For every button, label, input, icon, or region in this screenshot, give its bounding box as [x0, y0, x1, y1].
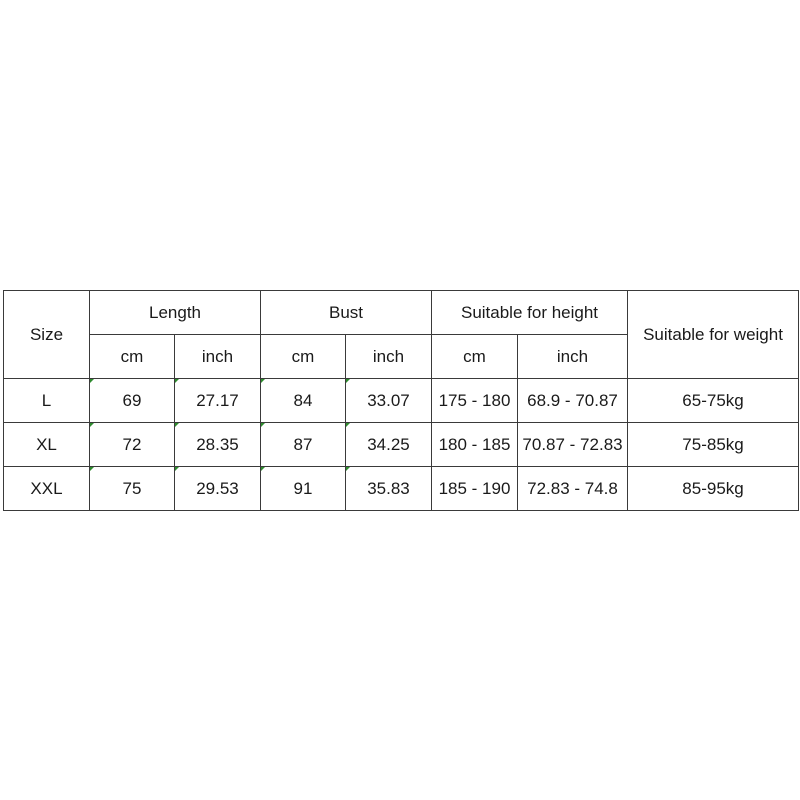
length-inch-cell: 28.35: [175, 423, 261, 467]
height-cm-cell: 175 - 180: [432, 379, 518, 423]
weight-header: Suitable for weight: [628, 291, 799, 379]
length-inch-unit: inch: [175, 335, 261, 379]
table-row: [4, 467, 799, 511]
bust-cm-cell: 87: [261, 423, 346, 467]
height-inch-cell: 72.83 - 74.8: [518, 467, 628, 511]
size-chart-table: [3, 290, 799, 511]
bust-inch-cell: 33.07: [346, 379, 432, 423]
length-inch-cell: 27.17: [175, 379, 261, 423]
bust-header: Bust: [261, 291, 432, 335]
length-cm-cell: 75: [90, 467, 175, 511]
bust-inch-unit: inch: [346, 335, 432, 379]
table-row: [4, 423, 799, 467]
length-header: Length: [90, 291, 261, 335]
length-cm-cell: 72: [90, 423, 175, 467]
bust-cm-cell: 91: [261, 467, 346, 511]
height-cm-unit: cm: [432, 335, 518, 379]
height-inch-unit: inch: [518, 335, 628, 379]
height-cm-cell: 185 - 190: [432, 467, 518, 511]
height-inch-cell: 68.9 - 70.87: [518, 379, 628, 423]
weight-cell: 85-95kg: [628, 467, 799, 511]
bust-inch-cell: 34.25: [346, 423, 432, 467]
bust-cm-cell: 84: [261, 379, 346, 423]
weight-cell: 65-75kg: [628, 379, 799, 423]
length-cm-unit: cm: [90, 335, 175, 379]
length-inch-cell: 29.53: [175, 467, 261, 511]
height-cm-cell: 180 - 185: [432, 423, 518, 467]
length-cm-cell: 69: [90, 379, 175, 423]
table-row: [4, 379, 799, 423]
bust-cm-unit: cm: [261, 335, 346, 379]
weight-cell: 75-85kg: [628, 423, 799, 467]
size-cell: XL: [4, 423, 90, 467]
size-cell: XXL: [4, 467, 90, 511]
size-cell: L: [4, 379, 90, 423]
height-inch-cell: 70.87 - 72.83: [518, 423, 628, 467]
height-header: Suitable for height: [432, 291, 628, 335]
size-header: Size: [4, 291, 90, 379]
header-row: [4, 291, 799, 335]
bust-inch-cell: 35.83: [346, 467, 432, 511]
